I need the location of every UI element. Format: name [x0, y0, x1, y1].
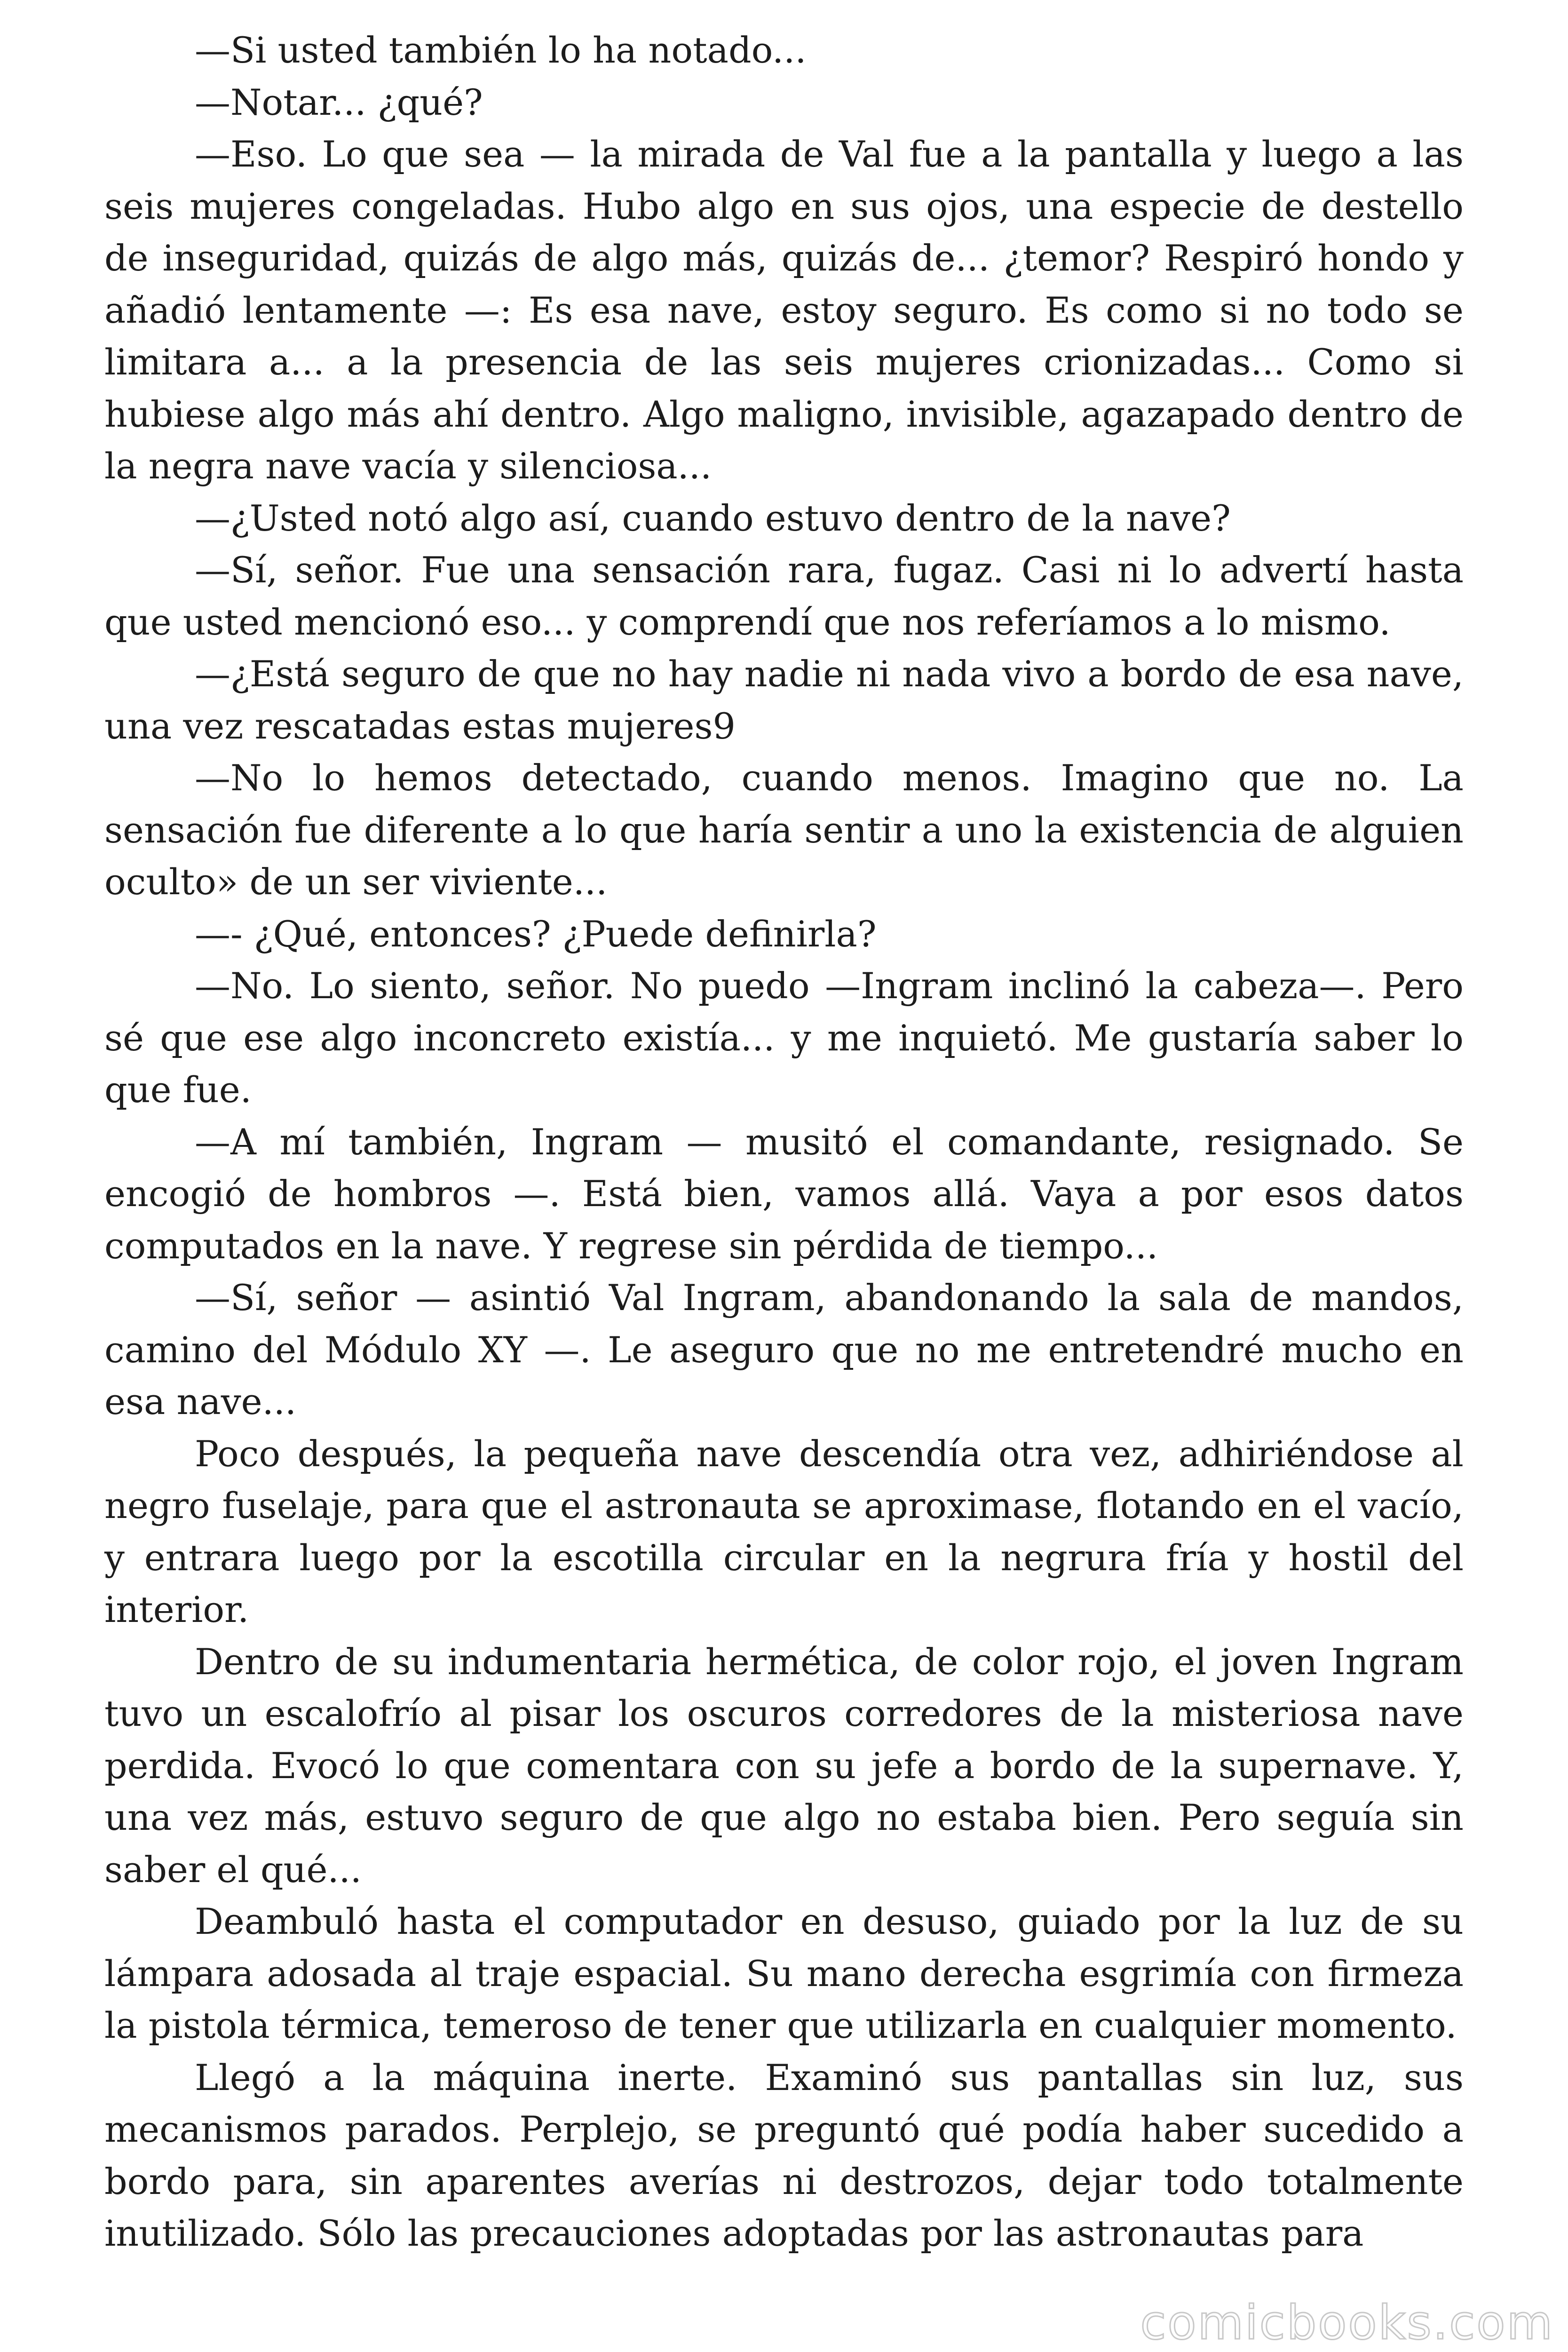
paragraph: —Sí, señor — asintió Val Ingram, abandonando la sala de mandos, camino del Módulo XY —. Le aseguro que no me entretendré mucho en esa nave...: [104, 1277, 1464, 1422]
paragraph: —Sí, señor. Fue una sensación rara, fugaz. Casi ni lo advertí hasta que usted mencionó eso... y comprendí que nos referíamos a lo mismo.: [104, 549, 1464, 643]
paragraph: —A mí también, Ingram — musitó el comandante, resignado. Se encogió de hombros —. Está bien, vamos allá. Vaya a por esos datos computados en la nave. Y regrese sin pérdida de tiempo...: [104, 1120, 1464, 1267]
paragraph: Poco después, la pequeña nave descendía otra vez, adhiriéndose al negro fuselaje, para que el astronauta se aproximase, flotando en el vacío, y entrara luego por la escotilla circular en la negrura fría y hostil del interior.: [104, 1432, 1464, 1630]
paragraph: —¿Usted notó algo así, cuando estuvo dentro de la nave?: [195, 497, 1231, 539]
paragraph: —Si usted también lo ha notado...: [195, 29, 807, 71]
paragraph: Llegó a la máquina inerte. Examinó sus pantallas sin luz, sus mecanismos parados. Perplejo, se preguntó qué podía haber sucedido a bordo para, sin aparentes averías ni destrozos, dejar todo totalmente inutilizado. Sólo las precauciones adoptadas por las astronautas para: [104, 2056, 1464, 2254]
paragraph: —- ¿Qué, entonces? ¿Puede definirla?: [195, 913, 877, 955]
paragraph: Deambuló hasta el computador en desuso, guiado por la luz de su lámpara adosada al traje espacial. Su mano derecha esgrimía con firmeza la pistola térmica, temeroso de tener que utilizarla en cualquier momento.: [104, 1900, 1464, 2046]
paragraph: —Notar... ¿qué?: [195, 81, 483, 123]
paragraph: Dentro de su indumentaria hermética, de color rojo, el joven Ingram tuvo un escalofrío al pisar los oscuros corredores de la misteriosa nave perdida. Evocó lo que comentara con su jefe a bordo de la supernave. Y, una vez más, estuvo seguro de que algo no estaba bien. Pero seguía sin saber el qué...: [104, 1640, 1464, 1891]
watermark: comicbooks.com: [1140, 2295, 1554, 2350]
paragraph: —No lo hemos detectado, cuando menos. Imagino que no. La sensación fue diferente a lo que haría sentir a uno la existencia de alguien oculto» de un ser viviente...: [104, 757, 1464, 903]
paragraph: —No. Lo siento, señor. No puedo —Ingram inclinó la cabeza—. Pero sé que ese algo inconcreto existía... y me inquietó. Me gustaría saber lo que fue.: [104, 965, 1464, 1111]
page-body: [104, 24, 1464, 2260]
paragraph: —¿Está seguro de que no hay nadie ni nada vivo a bordo de esa nave, una vez rescatadas estas mujeres9: [104, 653, 1464, 747]
paragraph: —Eso. Lo que sea — la mirada de Val fue a la pantalla y luego a las seis mujeres congeladas. Hubo algo en sus ojos, una especie de destello de inseguridad, quizás de algo más, quizás de... ¿temor? Respiró hondo y añadió lentamente —: Es esa nave, estoy seguro. Es como si no todo se limitara a... a la presencia de las seis mujeres crionizadas... Como si hubiese algo más ahí dentro. Algo maligno, invisible, agazapado dentro de la negra nave vacía y silenciosa...: [104, 133, 1464, 487]
